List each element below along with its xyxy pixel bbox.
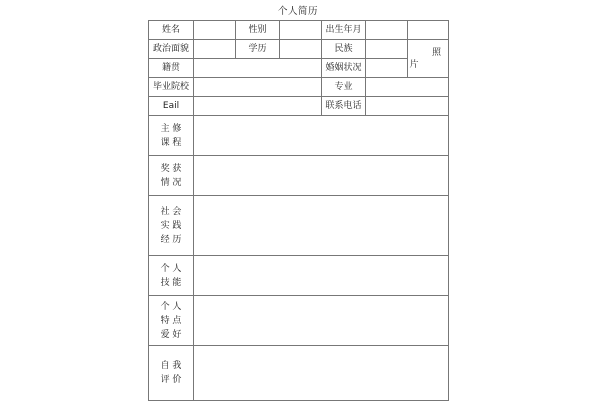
label-ethnicity: 民族 [322, 40, 366, 59]
label-courses-line1: 主 修 [160, 123, 182, 134]
row-courses [149, 116, 449, 156]
label-self-eval [149, 346, 194, 401]
label-skills-line2: 技 能 [160, 277, 182, 288]
row-awards [149, 156, 449, 196]
label-name: 姓名 [149, 21, 194, 40]
resume-sheet [148, 4, 470, 396]
label-hometown: 籍贯 [149, 59, 194, 78]
input-traits[interactable] [194, 296, 449, 346]
input-education[interactable] [280, 40, 322, 59]
photo-top-cell [408, 21, 449, 40]
input-major[interactable] [366, 78, 449, 97]
row-school [149, 78, 449, 97]
label-skills-line1: 个 人 [160, 263, 182, 274]
resume-title: 个人简历 [277, 6, 318, 17]
label-awards-line1: 奖 获 [160, 163, 182, 174]
input-self-eval[interactable] [194, 346, 449, 401]
label-education: 学历 [236, 40, 280, 59]
row-name [149, 21, 449, 40]
row-traits [149, 296, 449, 346]
input-hometown[interactable] [194, 59, 322, 78]
label-practice [149, 196, 194, 256]
label-self-eval-line2: 评 价 [160, 375, 182, 385]
input-phone[interactable] [366, 97, 449, 116]
label-practice-line1: 社 会 [160, 206, 182, 217]
label-courses [149, 116, 194, 156]
input-school[interactable] [194, 78, 322, 97]
input-marital[interactable] [366, 59, 408, 78]
input-awards[interactable] [194, 156, 449, 196]
label-traits-line3: 爱 好 [160, 329, 182, 340]
photo-label: 照片 [409, 47, 470, 70]
row-email [149, 97, 449, 116]
input-birth[interactable] [366, 21, 408, 40]
label-awards-line2: 情 况 [160, 177, 182, 188]
input-practice[interactable] [194, 196, 449, 256]
label-traits-line1: 个 人 [160, 301, 182, 312]
input-email[interactable] [194, 97, 322, 116]
label-marital: 婚姻状况 [322, 59, 366, 78]
row-self-eval [149, 346, 449, 401]
label-phone: 联系电话 [322, 97, 366, 116]
label-skills [149, 256, 194, 296]
photo-area[interactable] [408, 40, 470, 78]
label-awards [149, 156, 194, 196]
label-traits-line2: 特 点 [160, 315, 182, 326]
input-skills[interactable] [194, 256, 449, 296]
label-courses-line2: 课 程 [160, 137, 182, 148]
label-school: 毕业院校 [149, 78, 194, 97]
label-political: 政治面貌 [149, 40, 194, 59]
row-skills [149, 256, 449, 296]
input-name[interactable] [194, 21, 236, 40]
label-traits [149, 296, 194, 346]
input-courses[interactable] [194, 116, 449, 156]
input-political[interactable] [194, 40, 236, 59]
label-major: 专业 [322, 78, 366, 97]
label-birth: 出生年月 [322, 21, 366, 40]
input-ethnicity[interactable] [366, 40, 408, 59]
label-email: Eail [149, 97, 194, 116]
row-political [149, 40, 449, 59]
resume-table [148, 20, 470, 401]
row-practice [149, 196, 449, 256]
label-self-eval-line1: 自 我 [160, 361, 182, 371]
label-gender: 性别 [236, 21, 280, 40]
input-gender[interactable] [280, 21, 322, 40]
row-hometown [149, 59, 449, 78]
label-practice-line2: 实 践 [160, 220, 182, 231]
label-practice-line3: 经 历 [160, 234, 182, 245]
